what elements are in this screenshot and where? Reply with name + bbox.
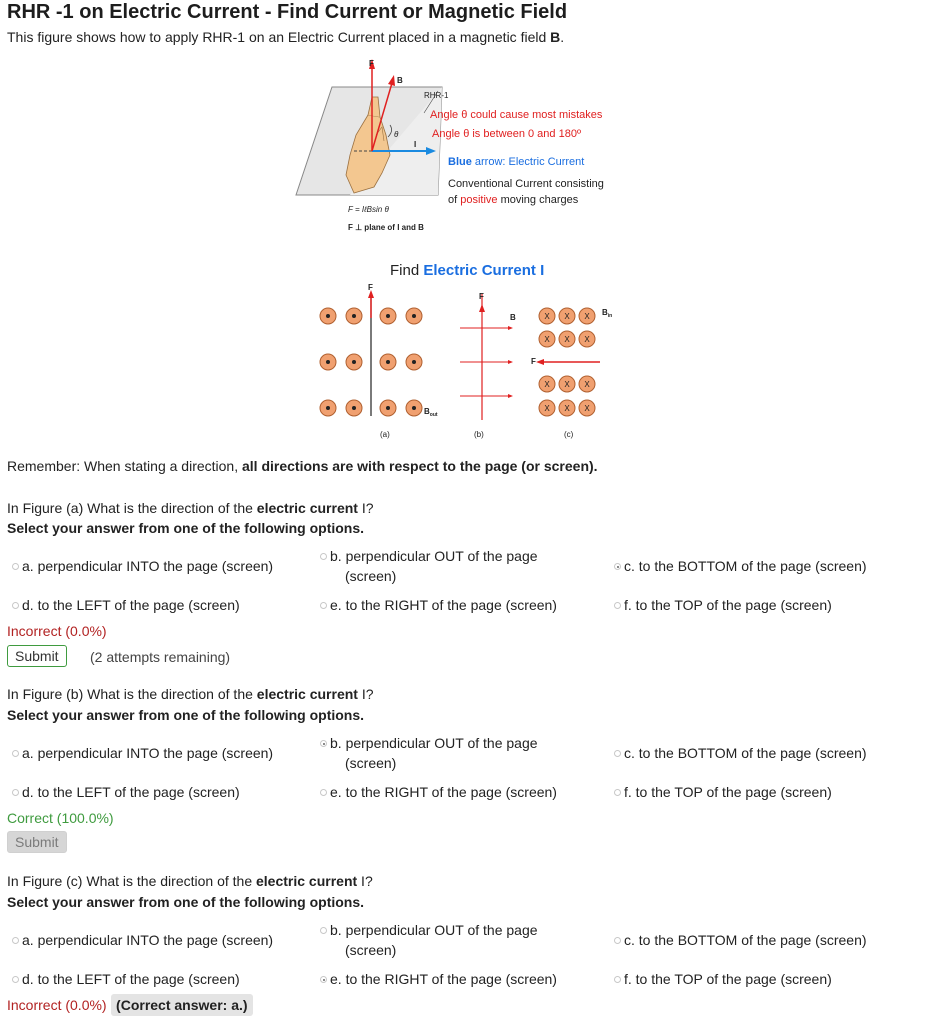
q1-option-e[interactable] — [320, 597, 557, 615]
q2-option-c-label: c. to the BOTTOM of the page (screen) — [624, 745, 867, 761]
subtitle-text: This figure shows how to apply RHR-1 on an Electric Current placed in a magnetic field — [7, 29, 551, 45]
q2-radio-c[interactable] — [614, 750, 621, 757]
q1-option-c-label: c. to the BOTTOM of the page (screen) — [624, 558, 867, 574]
q3-prompt-text: In Figure (c) What is the direction of the — [7, 873, 256, 889]
q1-option-b-label-1: b. perpendicular OUT of the page — [330, 548, 538, 564]
subtitle-bold-b: B — [550, 29, 561, 45]
conventional-note-2: of positive moving charges — [448, 194, 579, 206]
q3-prompt-bold: electric current — [256, 873, 358, 889]
q1-status: Incorrect (0.0%) — [7, 623, 107, 639]
label-F-a: F — [368, 284, 373, 292]
label-B-b: B — [510, 313, 516, 322]
q3-status-row — [7, 997, 253, 1015]
q3-prompt-end: I? — [357, 873, 373, 889]
q2-option-d-label: d. to the LEFT of the page (screen) — [22, 784, 240, 800]
page-subtitle — [7, 29, 564, 45]
q3-option-f-label: f. to the TOP of the page (screen) — [624, 971, 832, 987]
q3-option-d[interactable] — [12, 971, 240, 989]
q3-option-a-label: a. perpendicular INTO the page (screen) — [22, 932, 274, 948]
page-title: RHR -1 on Electric Current - Find Current or Magnetic Field — [7, 1, 568, 23]
q3-radio-f[interactable] — [614, 976, 621, 983]
blue-arrow-note: Blue arrow: Electric Current — [448, 156, 585, 168]
q2-radio-d[interactable] — [12, 789, 19, 796]
find-prefix: Find — [390, 262, 424, 279]
force-formula: F = IℓBsin θ — [348, 205, 389, 214]
bin-cross-x: X — [584, 335, 590, 344]
q1-option-d[interactable] — [12, 597, 240, 615]
rhr-label: RHR-1 — [424, 91, 449, 100]
force-arrowhead-b — [479, 304, 485, 312]
q1-radio-a[interactable] — [12, 563, 19, 570]
q2-prompt-text: In Figure (b) What is the direction of the — [7, 686, 257, 702]
bin-cross-x: X — [584, 312, 590, 321]
q1-option-e-label: e. to the RIGHT of the page (screen) — [330, 597, 557, 613]
label-Bin: $B_{in}$ — [602, 308, 613, 319]
q2-option-d[interactable] — [12, 784, 240, 802]
q2-option-f-label: f. to the TOP of the page (screen) — [624, 784, 832, 800]
rhr-figure — [290, 55, 630, 240]
subtitle-period: . — [560, 29, 565, 45]
panel-c — [531, 308, 612, 439]
q2-option-c[interactable] — [614, 745, 867, 763]
caption-c: (c) — [564, 430, 574, 439]
q3-option-b-label-2: (screen) — [345, 942, 397, 958]
label-F-c: F — [531, 357, 536, 366]
q3-option-c[interactable] — [614, 932, 867, 950]
bin-cross-x: X — [584, 380, 590, 389]
bin-cross-x: X — [544, 335, 550, 344]
q2-option-f[interactable] — [614, 784, 832, 802]
q1-radio-b[interactable] — [320, 553, 327, 560]
q3-option-a[interactable] — [12, 932, 274, 950]
q2-option-b-label-1: b. perpendicular OUT of the page — [330, 735, 538, 751]
remember-note — [7, 458, 598, 474]
q1-option-b[interactable] — [320, 548, 538, 586]
q2-prompt-bold: electric current — [256, 686, 358, 702]
q1-option-a-label: a. perpendicular INTO the page (screen) — [22, 558, 274, 574]
remember-prefix: Remember: When stating a direction, — [7, 458, 242, 474]
bin-cross-x: X — [544, 380, 550, 389]
q3-radio-d[interactable] — [12, 976, 19, 983]
fig1-label-B: B — [397, 76, 403, 85]
q1-attempts: (2 attempts remaining) — [90, 649, 231, 665]
bin-cross-x: X — [544, 312, 550, 321]
bin-cross-x: X — [584, 404, 590, 413]
fig1-label-F: F — [369, 59, 374, 68]
bin-cross-x: X — [564, 335, 570, 344]
q3-option-c-label: c. to the BOTTOM of the page (screen) — [624, 932, 867, 948]
q2-option-b[interactable] — [320, 735, 538, 773]
q2-instruction: Select your answer from one of the following options. — [7, 707, 365, 723]
q2-radio-b-selected[interactable] — [320, 740, 327, 747]
q1-option-f[interactable] — [614, 597, 832, 615]
q3-option-e[interactable] — [320, 971, 557, 989]
q1-option-b-label-2: (screen) — [345, 568, 397, 584]
q1-radio-c-selected[interactable] — [614, 563, 621, 570]
find-current-blue: Electric Current I — [423, 262, 545, 279]
angle-note-2: Angle θ is between 0 and 180º — [432, 128, 581, 140]
q3-option-e-label: e. to the RIGHT of the page (screen) — [330, 971, 557, 987]
q2-prompt-end: I? — [357, 686, 374, 702]
q2-option-e-label: e. to the RIGHT of the page (screen) — [330, 784, 557, 800]
q1-radio-f[interactable] — [614, 602, 621, 609]
q2-radio-a[interactable] — [12, 750, 19, 757]
q3-correct-answer: (Correct answer: a.) — [111, 994, 252, 1016]
label-Bout: $B_{out}$ — [424, 407, 438, 418]
remember-bold: all directions are with respect to the page (or screen). — [242, 458, 598, 474]
bin-cross-x: X — [564, 380, 570, 389]
q3-radio-c[interactable] — [614, 937, 621, 944]
q2-radio-e[interactable] — [320, 789, 327, 796]
q2-status: Correct (100.0%) — [7, 810, 114, 826]
q2-submit-button[interactable]: Submit — [7, 831, 67, 853]
caption-b: (b) — [474, 430, 484, 439]
conventional-note-1: Conventional Current consisting — [448, 178, 604, 190]
q3-option-f[interactable] — [614, 971, 832, 989]
bin-cross-x: X — [564, 312, 570, 321]
q3-radio-a[interactable] — [12, 937, 19, 944]
q1-radio-d[interactable] — [12, 602, 19, 609]
q2-option-b-label-2: (screen) — [345, 755, 397, 771]
perp-note: F ⊥ plane of I and B — [348, 223, 424, 232]
q1-option-a[interactable] — [12, 558, 274, 576]
q3-option-b[interactable] — [320, 922, 538, 960]
q3-option-b-label-1: b. perpendicular OUT of the page — [330, 922, 538, 938]
q1-submit-button[interactable]: Submit — [7, 645, 67, 667]
angle-note-1: Angle θ could cause most mistakes — [430, 109, 603, 121]
panel-a — [320, 284, 438, 439]
force-arrowhead-c — [536, 359, 544, 365]
q1-radio-e[interactable] — [320, 602, 327, 609]
q2-radio-f[interactable] — [614, 789, 621, 796]
q2-option-a[interactable] — [12, 745, 274, 763]
field-arrowhead — [388, 75, 395, 86]
panel-b — [460, 292, 516, 439]
q2-option-a-label: a. perpendicular INTO the page (screen) — [22, 745, 274, 761]
q3-instruction: Select your answer from one of the following options. — [7, 894, 365, 910]
q3-radio-e-selected[interactable] — [320, 976, 327, 983]
bin-cross-x: X — [544, 404, 550, 413]
q1-instruction: Select your answer from one of the following options. — [7, 520, 365, 536]
current-figure — [310, 284, 620, 446]
q1-option-c[interactable] — [614, 558, 867, 576]
label-F-b: F — [479, 292, 484, 301]
q1-prompt-end: I? — [357, 500, 374, 516]
q2-prompt — [7, 686, 374, 702]
q1-prompt-text: In Figure (a) What is the direction of the — [7, 500, 257, 516]
q1-option-d-label: d. to the LEFT of the page (screen) — [22, 597, 240, 613]
q3-prompt — [7, 873, 373, 889]
q1-prompt — [7, 500, 374, 516]
find-current-heading — [390, 262, 544, 279]
q3-radio-b[interactable] — [320, 927, 327, 934]
q2-option-e[interactable] — [320, 784, 557, 802]
q1-prompt-bold: electric current — [256, 500, 358, 516]
caption-a: (a) — [380, 430, 390, 439]
fig1-label-theta: θ — [394, 130, 399, 139]
q1-option-f-label: f. to the TOP of the page (screen) — [624, 597, 832, 613]
q3-status: Incorrect (0.0%) — [7, 997, 107, 1013]
fig1-label-I: I — [414, 140, 417, 149]
bin-cross-x: X — [564, 404, 570, 413]
q3-option-d-label: d. to the LEFT of the page (screen) — [22, 971, 240, 987]
